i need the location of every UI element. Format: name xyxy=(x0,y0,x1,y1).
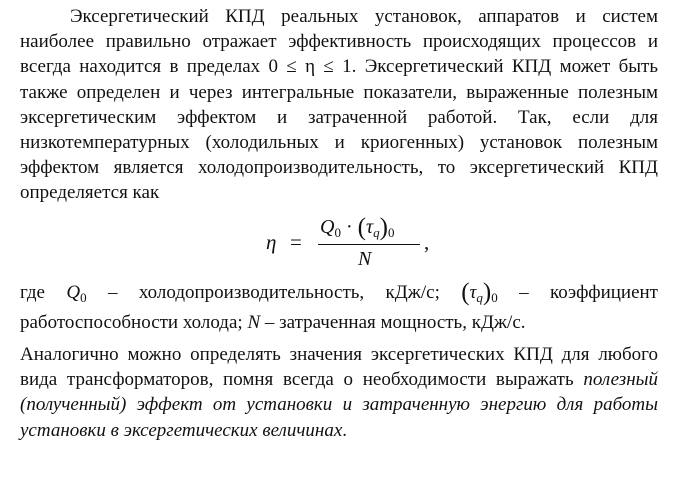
symbol-q0: Q xyxy=(66,281,81,303)
formula-equals-sign: = xyxy=(290,229,302,254)
formula-denominator: N xyxy=(358,247,372,270)
paragraph-exergy-efficiency-intro: Эксергетический КПД реальных установок, аппаратов и систем наиболее правильно отражает эффективность происходящих процессов и всегда находится в пределах 0 ≤ η ≤ 1. Эксергетический КПД может быть также определен и через интегральные показатели, выраженные полезным эксергетическим эффектом и затраченной работой. Так, если для низкотемпературных (холодильных и криогенных) установок полезным эффектом является холодопроизводительность, то эксергетический КПД определяется как xyxy=(20,6,658,204)
formula-lhs-eta: η xyxy=(266,229,277,254)
italic-emphasis: полезный (полученный) эффект от установки и затраченную энергию для работы установки в эксергетических величинах xyxy=(20,369,658,441)
document-page xyxy=(20,4,658,443)
formula-numerator: $Q_0 \cdot (\tau_q)_0$ xyxy=(320,213,395,241)
paragraph-transformers-analogy: Аналогично можно определять значения эксергетических КПД для любого вида трансформаторов, помня всегда о необходимости выражать полезный (полученный) эффект от установки и затраченную энергию для работы установки в эксергетических величинах. xyxy=(20,344,658,441)
symbol-n: N xyxy=(247,311,261,333)
formula-fraction-bar xyxy=(318,244,420,245)
formula-comma: , xyxy=(424,229,430,254)
formula-fraction xyxy=(266,210,430,276)
symbol-tau-q: τ xyxy=(469,281,477,303)
formula-exergy-efficiency xyxy=(20,210,658,276)
paragraph-formula-definitions: где $Q_0$ – холодопроизводительность, кДж/с; $(\tau_q)_0$ – коэффициент работоспособности холода; N – затраченная мощность, кДж/с. xyxy=(20,278,658,333)
